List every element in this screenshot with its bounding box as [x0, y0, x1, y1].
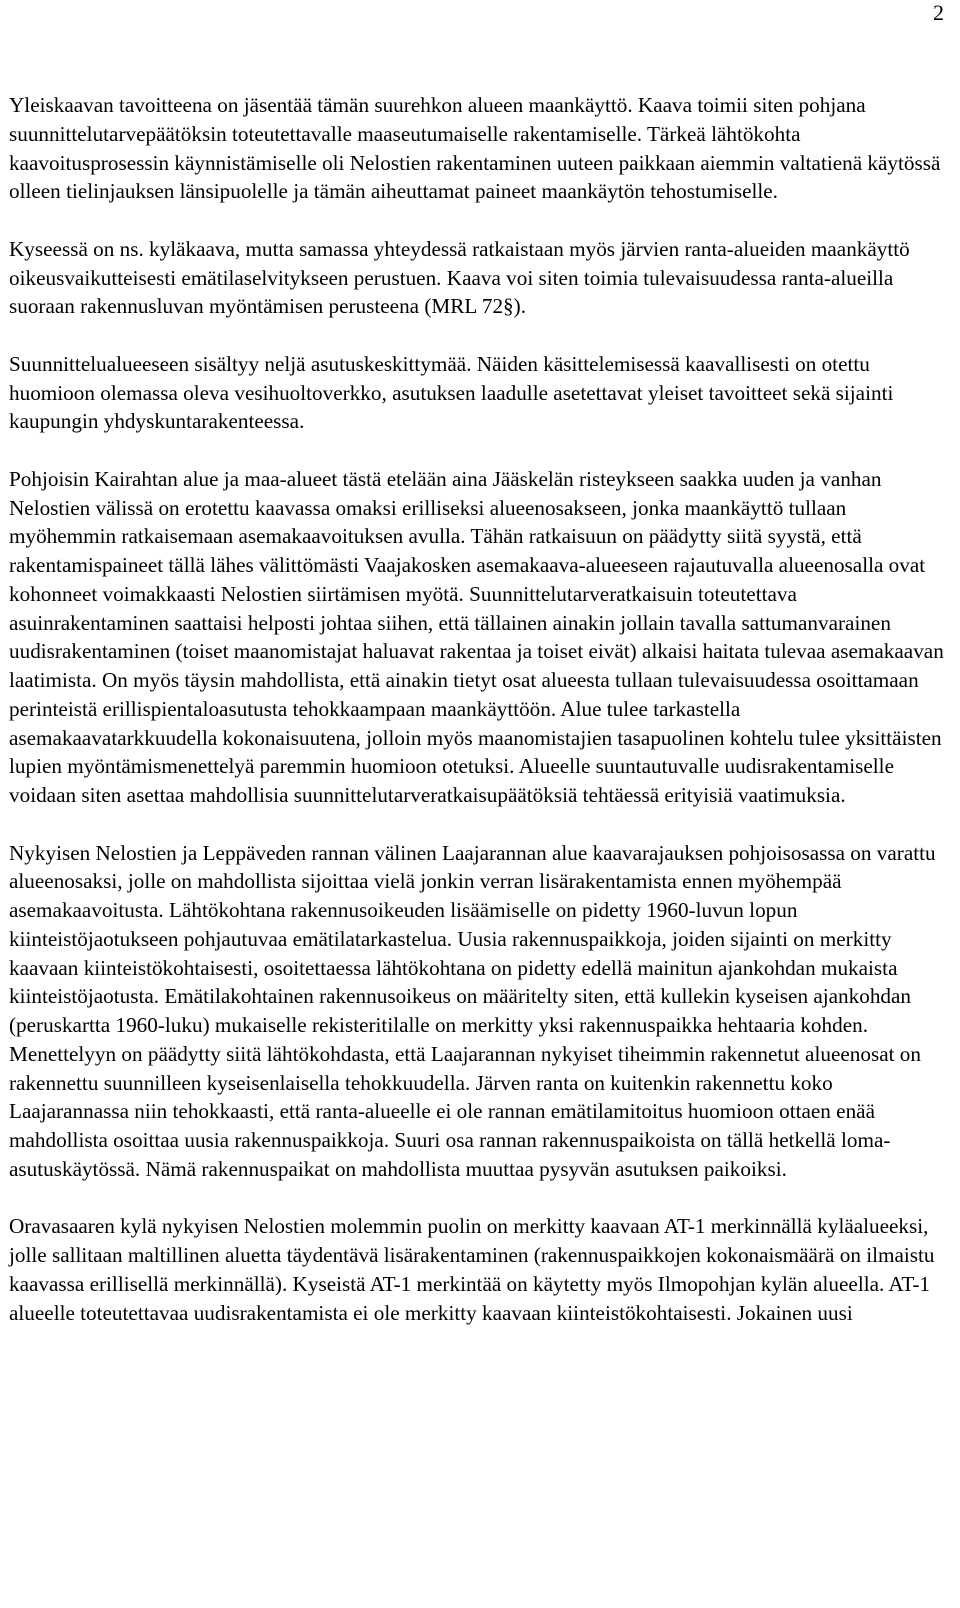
- paragraph-oravasaari-village: Oravasaaren kylä nykyisen Nelostien molemmin puolin on merkitty kaavaan AT-1 merkinnällä kyläalueeksi, jolle sallitaan maltillinen aluetta täydentävä lisärakentaminen (rakennuspaikkojen kokonaismäärä on ilmaistu kaavassa erillisellä merkinnällä). Kyseistä AT-1 merkintää on käytetty myös Ilmopohjan kylän alueella. AT-1 alueelle toteutettavaa uudisrakentamista ei ole merkitty kaavaan kiinteistökohtaisesti. Jokainen uusi: [9, 1214, 935, 1325]
- document-body: [9, 91, 949, 1327]
- paragraph-settlement-centers: Suunnittelualueeseen sisältyy neljä asutuskeskittymää. Näiden käsittelemisessä kaavallisesti on otettu huomioon olemassa oleva vesihuoltoverkko, asutuksen laadulle asetettavat yleiset tavoitteet sekä sijainti kaupungin yhdyskuntarakenteessa.: [9, 351, 894, 434]
- paragraph-kairahti-area: Pohjoisin Kairahtan alue ja maa-alueet tästä etelään aina Jääskelän risteykseen saakka uuden ja vanhan Nelostien välissä on erotettu kaavassa omaksi erilliseksi alueenosakseen, jonka maankäyttö tullaan myöhemmin ratkaisemaan asemakaavoituksen avulla. Tähän ratkaisuun on päädytty siitä syystä, että rakentamispaineet tällä lähes välittömästi Vaajakosken asemakaava-alueeseen rajautuvalla alueenosalla ovat kohonneet voimakkaasti Nelostien siirtämisen myötä. Suunnittelutarveratkaisuin toteutettava asuinrakentaminen saattaisi helposti johtaa siihen, että tällainen ainakin jollain tavalla sattumanvarainen uudisrakentaminen (toiset maanomistajat haluavat rakentaa ja toiset eivät) alkaisi haitata tulevaa asemakaavan laatimista. On myös täysin mahdollista, että ainakin tietyt osat alueesta tullaan tulevaisuudessa osoittamaan perinteistä erillispientaloasutusta tehokkaampaan maankäyttöön. Alue tulee tarkastella asemakaavatarkkuudella kokonaisuutena, jolloin myös maanomistajien tasapuolinen kohtelu tulee yksittäisten lupien myöntämismenettelyä paremmin huomioon otetuksi. Alueelle suuntautuvalle uudisrakentamiselle voidaan siten asettaa mahdollisia suunnittelutarveratkaisupäätöksiä tehtäessä erityisiä vaatimuksia.: [9, 466, 944, 807]
- paragraph-laajaranta-area: Nykyisen Nelostien ja Leppäveden rannan välinen Laajarannan alue kaavarajauksen pohjoisosassa on varattu alueenosaksi, jolle on mahdollista sijoittaa vielä jonkin verran lisärakentamista ennen myöhempää asemakaavoitusta. Lähtökohtana rakennusoikeuden lisäämiselle on pidetty 1960-luvun lopun kiinteistöjaotukseen pohjautuvaa emätilatarkastelua. Uusia rakennuspaikkoja, joiden sijainti on merkitty kaavaan kiinteistökohtaisesti, osoitettaessa lähtökohtana on pidetty edellä mainitun ajankohdan mukaista kiinteistöjaotusta. Emätilakohtainen rakennusoikeus on määritelty siten, että kullekin kyseisen ajankohdan (peruskartta 1960-luku) mukaiselle rekisteritilalle on merkitty yksi rakennuspaikka hehtaaria kohden. Menettelyyn on päädytty siitä lähtökohdasta, että Laajarannan nykyiset tiheimmin rakennetut alueenosat on rakennettu suunnilleen kyseisenlaisella tehokkuudella. Järven ranta on kuitenkin rakennettu koko Laajarannassa niin tehokkaasti, että ranta-alueelle ei ole rannan emätilamitoitus huomioon ottaen enää mahdollista osoittaa uusia rakennuspaikkoja. Suuri osa rannan rakennuspaikoista on tällä hetkellä loma-asutuskäytössä. Nämä rakennuspaikat on mahdollista muuttaa pysyvän asutuksen paikoiksi.: [9, 840, 936, 1181]
- page-number: 2: [933, 0, 944, 25]
- paragraph-village-plan: Kyseessä on ns. kyläkaava, mutta samassa yhteydessä ratkaistaan myös järvien ranta-alueiden maankäyttö oikeusvaikutteisesti emätilaselvitykseen perustuen. Kaava voi siten toimia tulevaisuudessa ranta-alueilla suoraan rakennusluvan myöntämisen perusteena (MRL 72§).: [9, 236, 910, 319]
- paragraph-planning-goals: Yleiskaavan tavoitteena on jäsentää tämän suurehkon alueen maankäyttö. Kaava toimii siten pohjana suunnittelutarvepäätöksin toteutettavalle maaseutumaiselle rakentamiselle. Tärkeä lähtökohta kaavoitusprosessin käynnistämiselle oli Nelostien rakentaminen uuteen paikkaan aiemmin valtatienä käytössä olleen tielinjauksen länsipuolelle ja tämän aiheuttamat paineet maankäytön tehostumiselle.: [9, 93, 941, 204]
